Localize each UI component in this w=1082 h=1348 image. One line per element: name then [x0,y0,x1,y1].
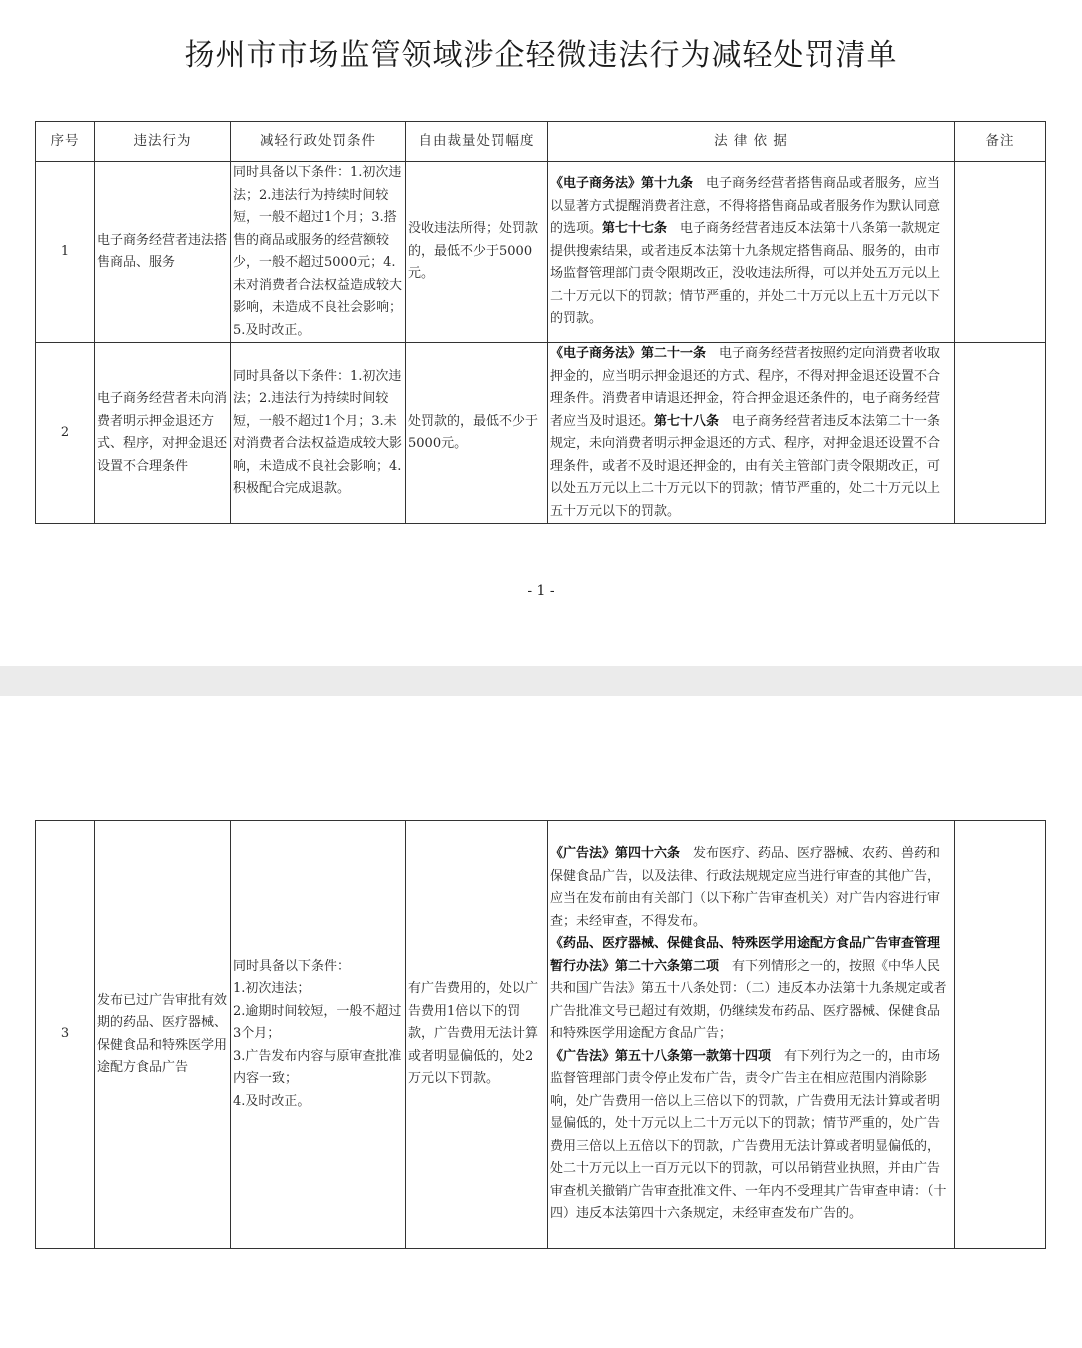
basis-text: 有下列行为之一的，由市场监督管理部门责令停止发布广告，责令广告主在相应范围内消除影响，处广告费用一倍以上三倍以下的罚款，广告费用无法计算或者明显偏低的，处十万元以上二十万元以下的罚款；情节严重的，处广告费用三倍以上五倍以下的罚款，广告费用无法计算或者明显偏低的，处二十万元以上一百万元以下的罚款，可以吊销营业执照，并由广告审查机关撤销广告审查批准文件、一年内不受理其广告审查申请：（十四）违反本法第四十六条规定，未经审查发布广告的。 [550,1048,947,1222]
document-title: 扬州市市场监管领域涉企轻微违法行为减轻处罚清单 [184,38,898,73]
basis-article: 《电子商务法》第二十一条 [550,346,707,361]
header-no: 序号 [36,122,95,162]
row-conditions: 同时具备以下条件：1.初次违法；2.违法行为持续时间较短，一般不超过1个月；3.未对消费者合法权益造成较大影响，未造成不良社会影响；4.积极配合完成退款。 [231,343,406,524]
table-row [36,162,1046,343]
row-no: 1 [36,162,95,343]
header-conditions: 减轻行政处罚条件 [231,122,406,162]
row-conditions: 同时具备以下条件： 1.初次违法； 2.逾期时间较短，一般不超过3个月； 3.广告发布内容与原审查批准内容一致； 4.及时改正。 [231,821,406,1249]
table-row [36,821,1046,1249]
row-legal-basis [548,821,955,1249]
table-header-row [36,122,1046,162]
basis-paragraph [550,843,952,933]
row-note [955,821,1046,1249]
row-no: 3 [36,821,95,1249]
basis-article: 第七十七条 [602,221,668,237]
basis-text: 电子商务经营者按照约定向消费者收取押金的，应当明示押金退还的方式、程序，不得对押金退还设置不合理条件。消费者申请退还押金，符合押金退还条件的，电子商务经营者应当及时退还。 [550,346,941,429]
row-range: 处罚款的，最低不少于5000元。 [406,343,548,524]
basis-article: 《药品、医疗器械、保健食品、特殊医学用途配方食品广告审查管理暂行办法》第二十六条第二项 [550,936,941,974]
row-range: 没收违法所得；处罚款的，最低不少于5000元。 [406,162,548,343]
basis-paragraph [550,343,952,523]
header-note: 备注 [955,122,1046,162]
header-legal-basis: 法 律 依 据 [548,122,955,162]
basis-text: 有下列情形之一的，按照《中华人民共和国广告法》第五十八条处罚：（二）违反本办法第十九条规定或者广告批准文号已超过有效期，仍继续发布药品、医疗器械、保健食品和特殊医学用途配方食品广告； [550,958,947,1042]
row-no: 2 [36,343,95,524]
row-note [955,343,1046,524]
basis-paragraph [550,173,952,331]
basis-paragraph [550,1046,952,1226]
basis-article: 《电子商务法》第十九条 [550,176,694,192]
penalty-table-page-2 [35,820,1046,1249]
row-violation: 电子商务经营者未向消费者明示押金退还方式、程序，对押金退还设置不合理条件 [95,343,231,524]
basis-text: 电子商务经营者违反本法第十八条第一款规定提供搜索结果，或者违反本法第十九条规定搭售商品、服务的，由市场监督管理部门责令限期改正，没收违法所得，可以并处五万元以上二十万元以下的罚款；情节严重的，并处二十万元以上五十万元以下的罚款。 [550,221,941,327]
header-violation: 违法行为 [95,122,231,162]
page-2 [0,696,1082,1348]
row-violation: 电子商务经营者违法搭售商品、服务 [95,162,231,343]
row-violation: 发布已过广告审批有效期的药品、医疗器械、保健食品和特殊医学用途配方食品广告 [95,821,231,1249]
page-separator [0,666,1082,696]
page-1 [0,0,1082,666]
row-range: 有广告费用的，处以广告费用1倍以下的罚款，广告费用无法计算或者明显偏低的，处2万元以下罚款。 [406,821,548,1249]
basis-text: 电子商务经营者违反本法第二十一条规定，未向消费者明示押金退还的方式、程序，对押金退还设置不合理条件，或者不及时退还押金的，由有关主管部门责令限期改正，可以处五万元以上二十万元以下的罚款；情节严重的，处二十万元以上五十万元以下的罚款。 [550,413,941,519]
basis-paragraph [550,933,952,1046]
row-conditions: 同时具备以下条件：1.初次违法；2.违法行为持续时间较短，一般不超过1个月；3.搭售的商品或服务的经营额较少，一般不超过5000元；4.未对消费者合法权益造成较大影响，未造成不良社会影响；5.及时改正。 [231,162,406,343]
table-row [36,343,1046,524]
row-legal-basis [548,343,955,524]
row-note [955,162,1046,343]
basis-text: 电子商务经营者搭售商品或者服务，应当以显著方式提醒消费者注意，不得将搭售商品或者服务作为默认同意的选项。 [550,176,941,237]
penalty-table-page-1 [35,121,1046,524]
row-legal-basis [548,162,955,343]
basis-article: 第七十八条 [654,413,720,429]
basis-article: 《广告法》第四十六条 [550,846,681,862]
basis-article: 《广告法》第五十八条第一款第十四项 [550,1048,772,1064]
page-number: - 1 - [527,583,555,599]
header-range: 自由裁量处罚幅度 [406,122,548,162]
basis-text: 发布医疗、药品、医疗器械、农药、兽药和保健食品广告，以及法律、行政法规规定应当进行审查的其他广告，应当在发布前由有关部门（以下称广告审查机关）对广告内容进行审查；未经审查，不得发布。 [550,846,941,929]
